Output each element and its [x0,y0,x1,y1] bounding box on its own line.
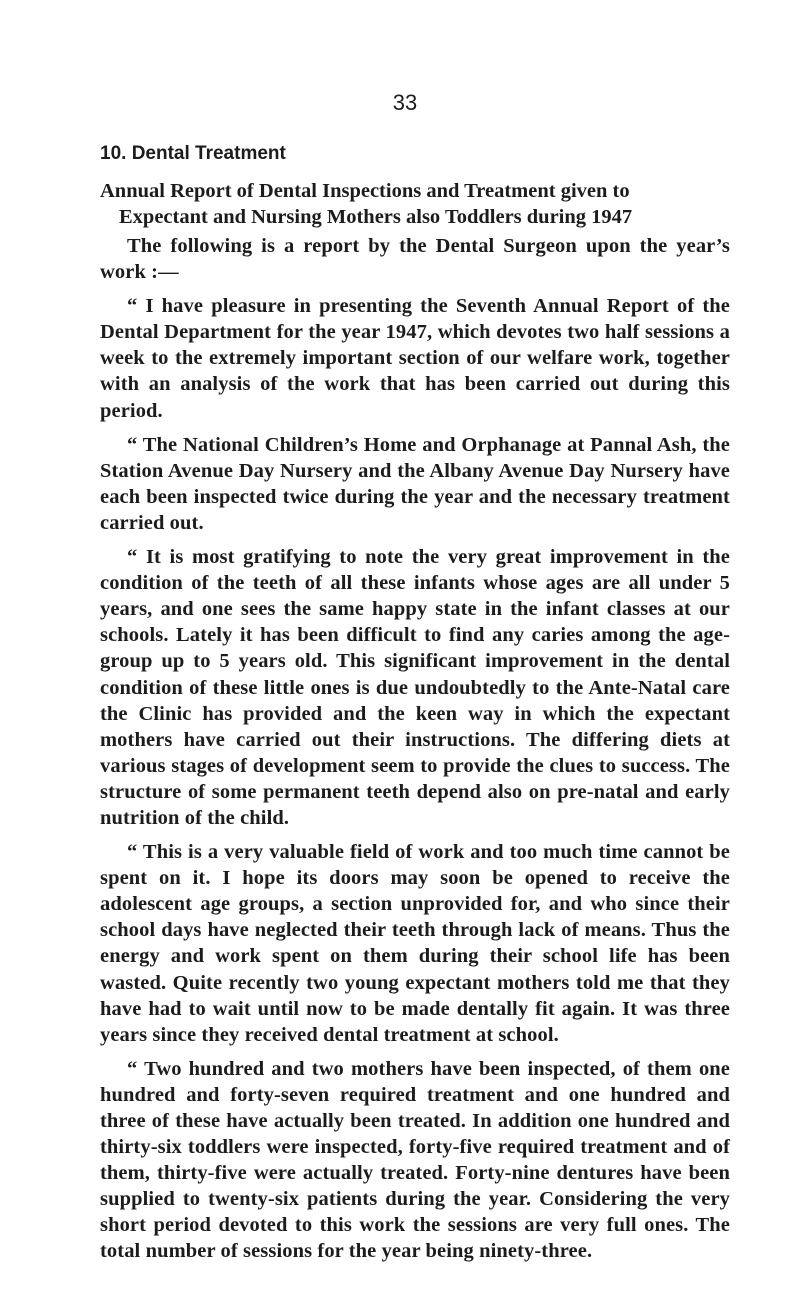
paragraph-improvement: “ It is most gratifying to note the very great improvement in the condition of the teeth of all these infants whose ages are all under 5 years, and one sees the same happy state in the infant classes at our schools. Lately it has been difficult to find any caries among the age-group up to 5 years old. This significant improvement in the dental condition of these little ones is due undoubtedly to the Ante-Natal care the Clinic has provided and the keen way in which the expectant mothers have carried out their instructions. The differing diets at various stages of development seem to provide the clues to success. The structure of some permanent teeth depend also on pre-natal and early nutrition of the child. [100,546,730,829]
paragraph-annual-report: “ I have pleasure in presenting the Seventh Annual Report of the Dental Department for the year 1947, which devotes two half sessions a week to the extremely important section of our welfare work, together with an analysis of the work that has been carried out during this period. [100,295,730,422]
report-title [100,178,730,230]
paragraph-statistics: “ Two hundred and two mothers have been inspected, of them one hundred and forty-seven required treatment and one hundred and three of these have actually been treated. In addition one hundred and thirty-six toddlers were inspected, forty-five required treatment and of them, thirty-five were actually treated. Forty-nine dentures have been supplied to twenty-six patients during the year. Considering the very short period devoted to this work the sessions are very full ones. The total number of sessions for the year being ninety-three. [100,1057,730,1263]
report-title-line-2: Expectant and Nursing Mothers also Toddlers during 1947 [119,206,633,228]
page-number: 33 [392,90,418,115]
body-text [100,233,730,1273]
paragraph-adolescents: “ This is a very valuable field of work and too much time cannot be spent on it. I hope its doors may soon be opened to receive the adolescent age groups, a section unprovided for, and who since their school days have neglected their teeth through lack of means. Thus the energy and work spent on them during their school life has been wasted. Quite recently two young expectant mothers told me that they have had to wait until now to be made dentally fit again. It was three years since they received dental treatment at school. [100,841,730,1046]
intro-paragraph: The following is a report by the Dental Surgeon upon the year’s work :— [100,235,730,284]
report-title-line-1: Annual Report of Dental Inspections and Treatment given to [100,180,630,202]
paragraph-nurseries: “ The National Children’s Home and Orphanage at Pannal Ash, the Station Avenue Day Nursery and the Albany Avenue Day Nursery have each been inspected twice during the year and the necessary treatment carried out. [100,433,730,534]
section-heading: 10. Dental Treatment [100,143,286,164]
